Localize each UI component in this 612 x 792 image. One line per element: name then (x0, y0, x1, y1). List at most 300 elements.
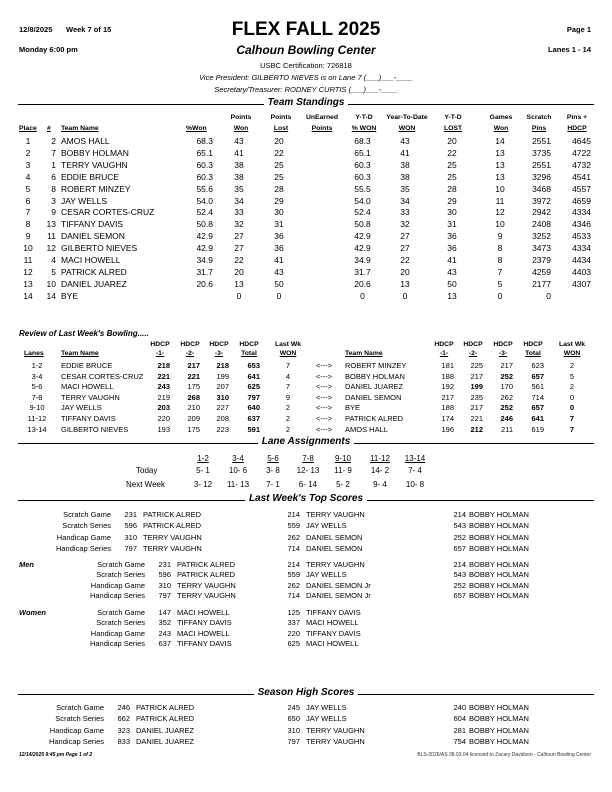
versus-cell: <---> (315, 414, 333, 423)
center-name: Calhoun Bowling Center (236, 43, 376, 57)
standings-cell: 43 (447, 266, 457, 277)
column-header: HDCP (463, 341, 483, 348)
bowler-name: BOBBY HOLMAN (469, 725, 529, 735)
lane-today-cell: 5- 1 (196, 466, 210, 475)
column-header: HDCP (180, 341, 200, 348)
score-cell: 175 (187, 424, 200, 434)
score-value: 220 (287, 628, 300, 638)
score-value: 657 (453, 590, 466, 600)
score-cell: 221 (187, 371, 200, 381)
score-value: 797 (158, 590, 171, 600)
standings-cell: 7 (497, 266, 503, 277)
standings-cell: 22 (447, 147, 457, 158)
lanes-cell: 1-2 (31, 361, 43, 370)
column-header: # (47, 125, 51, 132)
standings-cell: 3 (25, 159, 31, 170)
standings-cell: 9 (25, 231, 31, 242)
lane-next-cell: 3- 12 (193, 480, 213, 489)
lane-next-cell: 5- 2 (336, 480, 350, 489)
standings-cell: 3 (51, 195, 56, 206)
bowler-name: PATRICK ALRED (143, 521, 202, 531)
total-cell: 657 (531, 403, 544, 413)
total-cell: 640 (247, 403, 260, 413)
bowler-name: TIFFANY DAVIS (177, 618, 232, 628)
score-cell: 199 (216, 371, 229, 381)
standings-cell: 4722 (572, 147, 591, 158)
standings-cell: 12 (23, 266, 33, 277)
bowler-name: PATRICK ALRED (136, 714, 195, 724)
secretary: Secretary/Treasurer: RODNEY CURTIS (___)___-____ (214, 85, 398, 94)
total-cell: 623 (531, 361, 544, 370)
standings-cell: 29 (274, 195, 284, 206)
standings-cell: 50.8 (196, 219, 213, 230)
standings-cell: 50.8 (354, 219, 371, 230)
standings-cell: 8 (51, 183, 56, 194)
lane-today-cell: 10- 6 (228, 466, 248, 475)
standings-cell: 42.9 (354, 231, 371, 242)
standings-cell: 20 (400, 266, 410, 277)
bowler-name: BOBBY HOLMAN (469, 570, 529, 580)
score-cell: 235 (470, 392, 483, 402)
standings-cell: 2379 (532, 255, 551, 265)
standings-cell: 52.4 (354, 207, 371, 218)
bowler-name: TERRY VAUGHN (177, 590, 236, 600)
bowler-name: JAY WELLS (306, 714, 347, 724)
print-date: 12/8/2025 (19, 25, 53, 34)
won-cell: 2 (285, 414, 291, 423)
score-value: 714 (287, 590, 300, 600)
column-header: Games (489, 114, 513, 121)
score-cell: 221 (157, 371, 170, 381)
standings-cell: 4403 (572, 266, 591, 277)
season-high-title (0, 687, 612, 698)
standings-cell: 38 (234, 159, 244, 170)
standings-cell: 7 (51, 147, 56, 158)
score-value: 214 (287, 510, 300, 519)
standings-cell: 31.7 (354, 266, 371, 277)
standings-cell: 31 (274, 219, 284, 230)
footer-left: 12/14/2025 9:45 pm Page 1 of 2 (19, 752, 93, 758)
score-value: 797 (124, 543, 137, 553)
standings-cell: 0 (546, 290, 551, 301)
score-value: 214 (287, 560, 300, 569)
column-header: HDCP (523, 341, 543, 348)
score-label: Scratch Series (96, 618, 145, 628)
standings-cell: 2177 (532, 278, 551, 289)
lane-pair-header: 5-6 (267, 454, 279, 463)
standings-cell: 25 (274, 171, 284, 182)
standings-cell: 27 (400, 243, 410, 254)
bowler-name: BOBBY HOLMAN (469, 737, 529, 747)
score-cell: 208 (216, 414, 229, 423)
standings-cell: 6 (51, 171, 56, 182)
column-header: Y-T-D (355, 114, 373, 121)
score-value: 352 (158, 618, 171, 628)
score-value: 596 (124, 521, 137, 531)
bowler-name: TERRY VAUGHN (306, 725, 365, 735)
column-header: WON (279, 350, 297, 357)
standings-cell: 3473 (532, 243, 551, 254)
standings-cell: 20.6 (354, 278, 371, 289)
standings-cell: 9 (497, 231, 503, 242)
score-cell: 217 (500, 361, 513, 370)
standings-cell: BOBBY HOLMAN (61, 147, 129, 158)
standings-cell: 12 (495, 207, 505, 218)
team-cell: DANIEL SEMON (345, 392, 402, 402)
standings-cell: 33 (234, 207, 244, 218)
standings-cell: 4645 (572, 136, 591, 146)
standings-cell: 1 (51, 159, 56, 170)
review-title: Review of Last Week's Bowling..... (19, 329, 149, 338)
score-value: 625 (287, 638, 300, 648)
score-label: Handicap Series (48, 737, 104, 747)
standings-cell: 41 (274, 255, 284, 265)
score-cell: 220 (157, 414, 170, 423)
score-value: 596 (158, 570, 171, 580)
standings-cell: 54.0 (196, 195, 213, 206)
standings-cell: 4 (25, 171, 31, 182)
score-value: 231 (158, 560, 171, 569)
won-cell: 5 (569, 371, 575, 381)
lane-today-cell: 11- 9 (334, 466, 352, 475)
standings-title-text: Team Standings (264, 97, 349, 108)
versus-cell: <---> (315, 424, 333, 434)
lane-pair-header: 1-2 (197, 454, 209, 463)
versus-cell: <---> (315, 382, 333, 392)
standings-cell: JAY WELLS (61, 195, 107, 206)
score-cell: 207 (216, 382, 229, 392)
bowler-name: JAY WELLS (306, 521, 347, 531)
standings-cell: 13 (234, 278, 244, 289)
standings-cell: 6 (25, 195, 31, 206)
standings-cell: 10 (495, 219, 505, 230)
column-header: -1- (155, 350, 165, 357)
column-header: %Won (186, 125, 207, 132)
team-cell: AMOS HALL (345, 424, 388, 434)
score-label: Scratch Series (55, 714, 104, 724)
bowler-name: TIFFANY DAVIS (177, 638, 232, 648)
column-header: HDCP (493, 341, 513, 348)
column-header: Points (311, 125, 333, 132)
team-cell: BOBBY HOLMAN (345, 371, 405, 381)
score-value: 662 (117, 714, 130, 724)
standings-cell: 11 (47, 231, 56, 242)
standings-cell: 38 (400, 171, 410, 182)
standings-cell: DANIEL SEMON (61, 231, 125, 242)
standings-cell: 8 (497, 243, 503, 254)
versus-cell: <---> (315, 403, 333, 413)
week-label: Week 7 of 15 (66, 25, 112, 34)
standings-cell: CESAR CORTES-CRUZ (61, 207, 155, 218)
score-cell: 192 (441, 382, 454, 392)
score-cell: 212 (470, 424, 483, 434)
team-cell: TERRY VAUGHN (61, 392, 120, 402)
standings-cell: ROBERT MINZEY (61, 183, 131, 194)
bowler-name: TIFFANY DAVIS (306, 628, 361, 638)
standings-cell: 1 (25, 136, 31, 146)
score-value: 214 (453, 560, 466, 569)
score-value: 281 (453, 725, 466, 735)
standings-cell: 4 (51, 255, 56, 265)
standings-cell: 65.1 (354, 147, 371, 158)
versus-cell: <---> (315, 371, 333, 381)
standings-cell: 30 (447, 207, 457, 218)
standings-cell: 2551 (532, 159, 551, 170)
score-cell: 181 (441, 361, 454, 370)
lanes-cell: 9-10 (29, 403, 45, 413)
column-header: LOST (443, 125, 463, 132)
men-label: Men (19, 560, 34, 569)
standings-cell: 0 (360, 290, 365, 301)
lanes-cell: 5-6 (31, 382, 43, 392)
versus-cell: <---> (315, 361, 333, 370)
bowler-name: TERRY VAUGHN (306, 737, 365, 747)
standings-cell: 68.3 (196, 136, 213, 146)
standings-cell: 60.3 (196, 159, 213, 170)
column-header: -2- (185, 350, 195, 357)
certification: USBC Certification: 726818 (260, 61, 352, 70)
score-cell: 196 (441, 424, 454, 434)
lane-next-cell: 10- 8 (405, 480, 425, 489)
standings-cell: 3252 (532, 231, 551, 242)
column-header: Team Name (345, 350, 383, 357)
score-value: 262 (287, 532, 300, 542)
column-header: Lost (273, 125, 289, 132)
standings-cell: 25 (447, 159, 457, 170)
score-cell: 218 (216, 361, 229, 370)
standings-cell: DANIEL JUAREZ (61, 278, 127, 289)
won-cell: 7 (285, 382, 291, 392)
standings-cell: 41 (400, 147, 410, 158)
score-label: Scratch Game (97, 608, 145, 617)
bowler-name: TERRY VAUGHN (306, 560, 365, 569)
bowler-name: PATRICK ALRED (177, 560, 236, 569)
standings-cell: 14 (23, 290, 33, 301)
score-value: 657 (453, 543, 466, 553)
standings-cell: 13 (495, 159, 505, 170)
bowler-name: TERRY VAUGHN (306, 510, 365, 519)
lane-today-cell: 3- 8 (266, 466, 280, 475)
standings-cell: 5 (51, 266, 56, 277)
standings-cell: 22 (400, 255, 410, 265)
column-header: -1- (439, 350, 449, 357)
score-value: 252 (453, 532, 466, 542)
score-cell: 175 (187, 382, 200, 392)
team-cell: JAY WELLS (61, 403, 102, 413)
score-value: 337 (287, 618, 300, 628)
score-label: Handicap Game (90, 628, 145, 638)
score-cell: 219 (157, 392, 170, 402)
column-header: UnEarned (305, 114, 339, 121)
score-cell: 268 (187, 392, 200, 402)
standings-cell: 50 (447, 278, 457, 289)
standings-cell: 43 (234, 136, 244, 146)
score-label: Handicap Series (89, 638, 145, 648)
lane-today-cell: 12- 13 (296, 466, 320, 475)
lanes-cell: 11-12 (27, 414, 47, 423)
total-cell: 797 (247, 392, 260, 402)
score-value: 797 (287, 737, 300, 747)
standings-cell: 55.5 (354, 183, 371, 194)
footer-right: BLS-2026/AS 38.03.04 licensed to Zacary Davidson - Calhoun Bowling Center (417, 752, 591, 758)
standings-cell: 2 (51, 136, 56, 146)
column-header: -3- (498, 350, 508, 357)
lanes-title-text: Lane Assignments (258, 436, 355, 447)
column-header: Pins (531, 125, 547, 132)
total-cell: 657 (531, 371, 544, 381)
standings-cell: 2942 (532, 207, 551, 218)
standings-cell: 4334 (572, 243, 591, 254)
standings-cell: 31.7 (196, 266, 213, 277)
column-header: HDCP (150, 341, 170, 348)
season-high-title-text: Season High Scores (254, 687, 359, 698)
standings-cell: 4659 (572, 195, 591, 206)
standings-cell: 60.3 (196, 171, 213, 182)
page-number: Page 1 (566, 25, 591, 34)
won-cell: 4 (285, 371, 291, 381)
standings-cell: 4259 (532, 266, 551, 277)
score-cell: 170 (500, 382, 513, 392)
bowler-name: TERRY VAUGHN (143, 532, 202, 542)
bowler-name: BOBBY HOLMAN (469, 580, 529, 590)
column-header: Team Name (61, 350, 99, 357)
standings-cell: 34 (400, 195, 410, 206)
column-header: Won (233, 125, 249, 132)
bowler-name: DANIEL JUAREZ (136, 725, 195, 735)
standings-cell: 13 (495, 171, 505, 182)
standings-cell: 8 (25, 219, 31, 230)
lane-pair-header: 7-8 (302, 454, 314, 463)
score-cell: 193 (157, 424, 170, 434)
score-value: 231 (124, 510, 137, 519)
won-cell: 7 (569, 414, 575, 423)
score-value: 252 (453, 580, 466, 590)
standings-cell: 3468 (532, 183, 551, 194)
standings-cell: 32 (234, 219, 244, 230)
lane-next-cell: 11- 13 (226, 480, 250, 489)
team-cell: BYE (345, 403, 361, 413)
standings-cell: 34.9 (354, 255, 371, 265)
score-value: 323 (117, 725, 130, 735)
score-cell: 227 (216, 403, 229, 413)
day-time: Monday 6:00 pm (19, 45, 78, 54)
standings-cell: 4557 (572, 183, 591, 194)
standings-cell: 10 (495, 183, 505, 194)
standings-cell: 29 (447, 195, 457, 206)
won-cell: 7 (285, 361, 291, 370)
score-label: Scratch Series (62, 521, 111, 531)
column-header: Points (270, 114, 292, 121)
standings-cell: 41 (234, 147, 244, 158)
column-header: WON (398, 125, 416, 132)
standings-cell: 3296 (532, 171, 551, 182)
bowler-name: DANIEL JUAREZ (136, 737, 195, 747)
page-title: FLEX FALL 2025 (231, 19, 381, 40)
standings-cell: 5 (497, 278, 503, 289)
lanes-range: Lanes 1 - 14 (548, 45, 591, 54)
lanes-title (0, 436, 612, 447)
column-header: -3- (214, 350, 224, 357)
standings-cell: 20 (234, 266, 244, 277)
score-value: 637 (158, 638, 171, 648)
standings-cell: 28 (274, 183, 284, 194)
standings-cell: 14 (46, 290, 56, 301)
standings-cell: 36 (274, 243, 284, 254)
standings-cell: 13 (400, 278, 410, 289)
standings-cell: GILBERTO NIEVES (61, 243, 138, 254)
column-header: HDCP (209, 341, 229, 348)
score-value: 559 (287, 570, 300, 580)
score-value: 214 (453, 510, 466, 519)
score-cell: 218 (157, 361, 170, 370)
score-cell: 199 (470, 382, 483, 392)
score-value: 543 (453, 570, 466, 580)
standings-cell: 2551 (532, 136, 551, 146)
standings-cell: 68.3 (354, 136, 371, 146)
standings-cell: 30 (274, 207, 284, 218)
score-label: Scratch Series (96, 570, 145, 580)
vice-president: Vice President: GILBERTO NIEVES is on Lane 7 (___)___-____ (199, 73, 413, 82)
standings-cell: 32 (400, 219, 410, 230)
standings-cell: 36 (447, 243, 457, 254)
won-cell: 7 (569, 424, 575, 434)
standings-cell: 2408 (532, 219, 551, 230)
standings-cell: 55.6 (196, 183, 213, 194)
score-label: Handicap Game (49, 725, 104, 735)
bowler-name: BOBBY HOLMAN (469, 521, 529, 531)
standings-cell: 13 (495, 147, 505, 158)
score-value: 262 (287, 580, 300, 590)
score-cell: 217 (470, 403, 483, 413)
standings-cell: 33 (400, 207, 410, 218)
standings-cell: 11 (23, 255, 33, 265)
column-header: Team Name (61, 125, 99, 132)
standings-cell: 10 (46, 278, 56, 289)
standings-cell: 4307 (572, 278, 591, 289)
standings-cell: 60.3 (354, 171, 371, 182)
score-cell: 203 (157, 403, 170, 413)
standings-cell: 12 (46, 243, 56, 254)
standings-cell: 41 (447, 255, 457, 265)
total-cell: 641 (531, 414, 544, 423)
standings-cell: 35 (400, 183, 410, 194)
standings-cell: 22 (234, 255, 244, 265)
standings-cell: 0 (497, 290, 503, 301)
versus-cell: <---> (315, 392, 333, 402)
standings-cell: 0 (236, 290, 242, 301)
team-cell: DANIEL JUAREZ (345, 382, 404, 392)
score-value: 243 (158, 628, 171, 638)
standings-cell: 4346 (572, 219, 591, 230)
score-cell: 217 (470, 371, 483, 381)
total-cell: 625 (247, 382, 260, 392)
bowler-name: TERRY VAUGHN (177, 580, 236, 590)
standings-cell: 43 (400, 136, 410, 146)
bowler-name: DANIEL SEMON Jr (306, 580, 371, 590)
won-cell: 9 (285, 392, 291, 402)
standings-cell: 20.6 (196, 278, 213, 289)
bowler-name: BOBBY HOLMAN (469, 543, 529, 553)
standings-cell: 36 (447, 231, 457, 242)
today-label: Today (136, 466, 158, 475)
column-header: Place (19, 125, 37, 132)
score-value: 559 (287, 521, 300, 531)
standings-cell: 31 (447, 219, 457, 230)
score-cell: 310 (216, 392, 229, 402)
standings-cell: 10 (23, 243, 33, 254)
score-value: 125 (287, 608, 300, 617)
standings-cell: 36 (274, 231, 284, 242)
